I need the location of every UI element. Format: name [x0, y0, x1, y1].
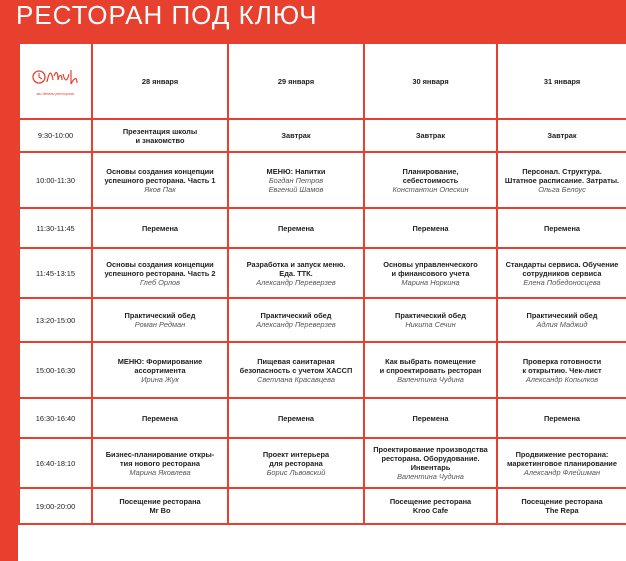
session-cell: [497, 398, 626, 438]
session-title: Проект интерьера для ресторана: [262, 449, 330, 468]
session-title: Перемена: [141, 223, 179, 233]
time-slot: 9:30-10:00: [19, 119, 92, 152]
session-cell: [497, 342, 626, 398]
session-cell: [92, 398, 228, 438]
session-title: Перемена: [412, 223, 449, 233]
session-cell: [364, 438, 497, 488]
day-header: 28 января: [92, 43, 228, 119]
session-title: Проектирование производства ресторана. Оборудование. Инвентарь: [373, 445, 488, 472]
session-cell: [228, 208, 364, 248]
session-title: Перемена: [277, 413, 315, 423]
session-speaker: Глеб Орлов: [139, 277, 181, 287]
session-title: Перемена: [543, 223, 581, 233]
session-cell: [497, 438, 626, 488]
session-cell: [92, 152, 228, 208]
logo: [23, 64, 88, 99]
schedule-row: [19, 208, 626, 248]
session-cell: [228, 488, 364, 524]
schedule-row: [19, 488, 626, 524]
session-title: Планирование, себестоимость: [402, 166, 459, 185]
session-cell: [228, 152, 364, 208]
session-speaker: Богдан Петров Евгений Шамов: [268, 175, 324, 194]
session-title: Посещение ресторана The Repa: [521, 497, 603, 515]
session-title: Практический обед: [124, 311, 196, 320]
session-title: Как выбрать помещение и спроектировать ресторан: [379, 356, 482, 375]
schedule-row: [19, 438, 626, 488]
session-cell: [364, 152, 497, 208]
session-title: Персонал. Структура. Штатное расписание. Затраты.: [504, 166, 620, 185]
session-title: Практический обед: [526, 311, 598, 320]
session-title: Завтрак: [281, 131, 311, 140]
session-title: МЕНЮ: Напитки: [266, 166, 326, 176]
session-speaker: Валентина Чудина: [397, 374, 464, 384]
time-slot: 13:20-15:00: [19, 298, 92, 342]
session-cell: [497, 119, 626, 152]
time-slot: 19:00-20:00: [19, 488, 92, 524]
session-cell: [92, 438, 228, 488]
logo-icon: [31, 64, 81, 90]
schedule-row: [19, 298, 626, 342]
session-cell: [228, 438, 364, 488]
session-speaker: Александр Флейшман: [523, 467, 601, 477]
time-slot: 16:40-18:10: [19, 438, 92, 488]
logo-cell: [19, 43, 92, 119]
session-title: Практический обед: [260, 311, 332, 320]
session-cell: [228, 298, 364, 342]
session-speaker: Светлана Красавцева: [257, 374, 335, 384]
schedule-sheet: [18, 42, 626, 561]
time-slot: 15:00-16:30: [19, 342, 92, 398]
session-title: Пищевая санитарная безопасность с учетом ХАССП: [239, 356, 353, 375]
session-title: Практический обед: [395, 311, 466, 320]
session-cell: [364, 208, 497, 248]
session-speaker: Константин Опескин: [392, 184, 469, 194]
day-header: 31 января: [497, 43, 626, 119]
page-title: РЕСТОРАН ПОД КЛЮЧ: [16, 0, 318, 30]
session-cell: [228, 119, 364, 152]
day-header: 30 января: [364, 43, 497, 119]
session-cell: [92, 488, 228, 524]
session-speaker: Роман Редман: [134, 320, 186, 329]
session-cell: [497, 488, 626, 524]
schedule-row: [19, 152, 626, 208]
session-cell: [228, 248, 364, 298]
time-slot: 11:30-11:45: [19, 208, 92, 248]
session-speaker: Яков Пак: [144, 184, 176, 194]
session-title: Стандарты сервиса. Обучение сотрудников сервиса: [505, 259, 619, 278]
session-cell: [364, 488, 497, 524]
session-title: Презентация школы и знакомство: [122, 126, 198, 145]
session-title: Проверка готовности к открытию. Чек-лист: [522, 356, 602, 375]
session-title: МЕНЮ: Формирование ассортимента: [117, 356, 203, 375]
session-cell: [497, 248, 626, 298]
session-title: Основы создания концепции успешного ресторана. Часть 2: [104, 259, 216, 278]
header-row: [19, 43, 626, 119]
session-cell: [364, 342, 497, 398]
session-cell: [92, 248, 228, 298]
schedule-row: [19, 119, 626, 152]
schedule-row: [19, 398, 626, 438]
session-cell: [228, 398, 364, 438]
session-title: Перемена: [141, 413, 179, 423]
session-cell: [92, 342, 228, 398]
session-cell: [364, 248, 497, 298]
session-cell: [497, 298, 626, 342]
session-cell: [228, 342, 364, 398]
session-cell: [92, 298, 228, 342]
session-title: Разработка и запуск меню. Еда. ТТК.: [246, 259, 346, 278]
schedule-table: [18, 42, 626, 525]
session-speaker: Александр Копылков: [525, 374, 599, 384]
session-speaker: Александр Переверзев: [256, 320, 336, 329]
session-cell: [364, 298, 497, 342]
session-title: Перемена: [277, 223, 315, 233]
session-title: Продвижение ресторана: маркетинговое планирование: [507, 449, 617, 468]
time-slot: 10:00-11:30: [19, 152, 92, 208]
session-speaker: Борис Львовский: [266, 467, 326, 477]
schedule-row: [19, 248, 626, 298]
session-speaker: Александр Переверзев: [256, 277, 336, 287]
session-cell: [92, 119, 228, 152]
session-title: Основы управленческого и финансового учета: [383, 259, 478, 278]
session-speaker: Марина Норкина: [401, 277, 460, 287]
session-title: Основы создания концепции успешного ресторана. Часть 1: [104, 166, 216, 185]
session-cell: [497, 208, 626, 248]
session-speaker: Валентина Чудина: [397, 472, 464, 481]
logo-tagline: мы делаем рестораны: [36, 91, 75, 96]
session-title: Посещение ресторана Mr Bo: [119, 497, 201, 515]
session-cell: [364, 398, 497, 438]
time-slot: 16:30-16:40: [19, 398, 92, 438]
session-speaker: Ирина Жук: [141, 374, 179, 384]
day-header: 29 января: [228, 43, 364, 119]
session-speaker: Никита Сечин: [405, 320, 456, 329]
session-title: Завтрак: [547, 131, 577, 140]
session-cell: [364, 119, 497, 152]
session-title: Посещение ресторана Kroo Cafe: [389, 497, 472, 515]
session-speaker: Адлия Маджид: [536, 320, 588, 329]
session-title: Перемена: [543, 413, 581, 423]
session-title: Завтрак: [415, 131, 446, 140]
session-title: Перемена: [412, 413, 449, 423]
session-cell: [92, 208, 228, 248]
session-speaker: Елена Победоносцева: [523, 277, 601, 287]
schedule-row: [19, 342, 626, 398]
session-speaker: Марина Яковлева: [129, 467, 191, 477]
session-cell: [497, 152, 626, 208]
session-title: Бизнес-планирование откры- тия нового ресторана: [105, 449, 215, 468]
time-slot: 11:45-13:15: [19, 248, 92, 298]
session-speaker: Ольга Белоус: [538, 184, 586, 194]
